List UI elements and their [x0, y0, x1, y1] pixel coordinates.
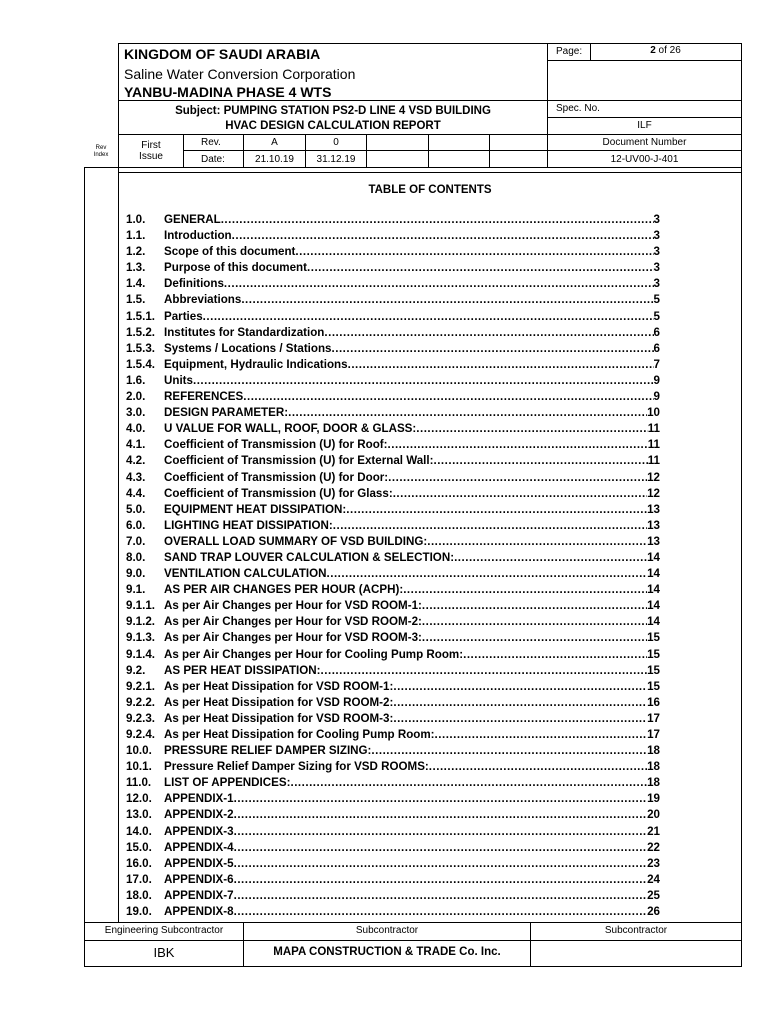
- toc-entry-leader: [234, 791, 648, 807]
- toc-entry-page: 17: [647, 711, 660, 725]
- date-a-value: 21.10.19: [255, 154, 294, 165]
- toc-entry-number: 9.1.4.: [126, 647, 156, 661]
- toc-entry[interactable]: [126, 550, 660, 566]
- toc-entry-page: 7: [653, 357, 660, 371]
- toc-entry-leader: [234, 840, 648, 856]
- toc-entry-title: Coefficient of Transmission (U) for Glass:: [164, 486, 393, 500]
- toc-entry-page: 5: [653, 293, 660, 307]
- toc-entry[interactable]: [126, 534, 660, 550]
- toc-entry-title: Coefficient of Transmission (U) for Door:: [164, 470, 389, 484]
- toc-entry-page: 24: [647, 872, 660, 886]
- toc-entry-page: 22: [647, 840, 660, 854]
- toc-entry-leader: [307, 260, 654, 276]
- project-name: YANBU-MADINA PHASE 4 WTS: [124, 84, 332, 100]
- toc-entry[interactable]: [126, 743, 660, 759]
- toc-entry-page: 13: [647, 534, 660, 548]
- toc-entry[interactable]: [126, 582, 660, 598]
- toc-entry-number: 6.0.: [126, 518, 146, 532]
- toc-entry[interactable]: [126, 518, 660, 534]
- toc-entry[interactable]: [126, 405, 660, 421]
- toc-entry-page: 15: [647, 647, 660, 661]
- kingdom-title: KINGDOM OF SAUDI ARABIA: [124, 46, 321, 62]
- spec-label: Spec. No.: [556, 103, 600, 114]
- body-inner-top: [119, 172, 741, 173]
- toc-entry-leader: [224, 276, 654, 292]
- toc-entry[interactable]: [126, 791, 660, 807]
- toc-entry-number: 16.0.: [126, 856, 152, 870]
- date-0-value: 31.12.19: [316, 154, 356, 165]
- toc-entry-title: As per Air Changes per Hour for VSD ROOM-2:: [164, 615, 422, 629]
- toc-entry-leader: [393, 486, 647, 502]
- toc-entry-leader: [422, 614, 647, 630]
- toc-entry-leader: [346, 502, 647, 518]
- rev-index-label-1: Rev: [95, 145, 107, 151]
- toc-entry-number: 1.3.: [126, 261, 146, 275]
- toc-entry-leader: [234, 856, 648, 872]
- toc-entry-page: 14: [647, 615, 660, 629]
- toc-entry-number: 7.0.: [126, 534, 146, 548]
- doc-number-label: Document Number: [602, 137, 687, 148]
- toc-entry-page: 5: [653, 309, 660, 323]
- toc-entry-title: APPENDIX-1: [164, 792, 234, 806]
- toc-entry[interactable]: [126, 325, 660, 341]
- toc-entry-page: 25: [647, 888, 660, 902]
- toc-entry-page: 3: [653, 213, 660, 226]
- toc-entry[interactable]: [126, 872, 660, 888]
- toc-entry-title: DESIGN PARAMETER:: [164, 406, 289, 420]
- toc-entry-number: 12.0.: [126, 792, 152, 806]
- toc-entry-leader: [288, 405, 647, 421]
- toc-entry-title: SAND TRAP LOUVER CALCULATION & SELECTION:: [164, 550, 455, 564]
- toc-entry-number: 9.2.4.: [126, 728, 156, 741]
- toc-entry[interactable]: [126, 727, 660, 743]
- toc-entry-number: 1.2.: [126, 245, 146, 259]
- toc-entry-number: 19.0.: [126, 905, 152, 919]
- toc-entry-page: 15: [647, 679, 660, 693]
- toc-entry-number: 9.0.: [126, 567, 146, 581]
- engineering-subcontractor-label: Engineering Subcontractor: [104, 925, 224, 936]
- toc-entry-page: 18: [647, 776, 660, 790]
- toc-entry-number: 4.1.: [126, 438, 146, 452]
- toc-entry-title: REFERENCES: [164, 390, 244, 404]
- toc-entry-leader: [393, 695, 647, 711]
- toc-entry-leader: [234, 824, 648, 840]
- body-inner-left: [118, 167, 119, 922]
- toc-entry-number: 13.0.: [126, 808, 152, 822]
- toc-entry-number: 9.2.: [126, 663, 146, 677]
- toc-entry-title: APPENDIX-5: [164, 856, 234, 870]
- toc-entry[interactable]: [126, 856, 660, 872]
- toc-entry-number: 1.5.2.: [126, 325, 156, 339]
- toc-entry-leader: [221, 212, 654, 228]
- toc-entry-number: 18.0.: [126, 888, 152, 902]
- toc-entry-page: 12: [647, 470, 660, 484]
- header-divider-rev: [118, 134, 742, 135]
- toc-entry-title: APPENDIX-2: [164, 808, 234, 822]
- toc-entry-title: AS PER HEAT DISSIPATION:: [164, 663, 321, 677]
- footer-border-bottom: [84, 966, 742, 967]
- toc-entry-title: Purpose of this document: [164, 261, 307, 275]
- toc-entry-leader: [433, 453, 647, 469]
- body-border-left: [84, 167, 85, 967]
- rev-0-value: 0: [333, 137, 339, 148]
- first-issue-label-2: Issue: [139, 151, 163, 162]
- toc-entry-page: 11: [647, 422, 660, 436]
- toc-entry-page: 26: [647, 905, 660, 919]
- toc-entry-page: 13: [647, 502, 660, 516]
- subcontractor-value: MAPA CONSTRUCTION & TRADE Co. Inc.: [273, 946, 501, 958]
- page-counter: [590, 46, 741, 56]
- toc-entry-title: Units: [164, 373, 193, 387]
- toc-entry[interactable]: [126, 453, 660, 469]
- toc-entry-leader: [403, 582, 647, 598]
- toc-entry-title: APPENDIX-3: [164, 824, 234, 838]
- toc-entry-number: 1.6.: [126, 373, 146, 387]
- toc-entry[interactable]: [126, 598, 660, 614]
- toc-entry-leader: [327, 566, 648, 582]
- rev-index-label-2: Index: [93, 152, 109, 158]
- toc-entry[interactable]: [126, 502, 660, 518]
- toc-entry-title: Introduction: [164, 229, 232, 243]
- toc-entry-leader: [234, 872, 648, 888]
- toc-entry-page: 11: [647, 454, 660, 468]
- first-issue-label-1: First: [141, 140, 161, 151]
- toc-entry-title: Definitions: [164, 277, 224, 291]
- toc-entry[interactable]: [126, 228, 660, 244]
- toc-entry-number: 15.0.: [126, 840, 152, 854]
- footer-divider: [84, 940, 742, 941]
- header-divider-vertical: [547, 43, 548, 167]
- toc-entry-page: 11: [647, 438, 660, 452]
- toc-entry-page: 14: [647, 550, 660, 564]
- toc-entry-number: 9.1.: [126, 583, 146, 597]
- toc-entry-number: 17.0.: [126, 872, 152, 886]
- rev-label: Rev.: [201, 137, 221, 148]
- toc-entry-title: As per Heat Dissipation for VSD ROOM-2:: [164, 695, 394, 709]
- toc-entry-page: 3: [653, 277, 660, 291]
- toc-entry-title: VENTILATION CALCULATION: [164, 567, 327, 581]
- toc-entry-number: 4.3.: [126, 470, 146, 484]
- toc-entry[interactable]: [126, 759, 660, 775]
- toc-entry-number: 1.5.3.: [126, 341, 156, 355]
- subcontractor-label-1: Subcontractor: [355, 925, 419, 936]
- toc-entry-leader: [321, 663, 648, 679]
- spec-value: ILF: [637, 120, 652, 131]
- toc-entry-page: 9: [653, 390, 660, 404]
- toc-entry-number: 3.0.: [126, 406, 146, 420]
- toc-entry-number: 10.0.: [126, 744, 152, 758]
- rev-a-value: A: [271, 137, 278, 148]
- header-border-top: [118, 43, 742, 44]
- toc-entry-leader: [454, 550, 647, 566]
- toc-entry-page: 21: [647, 824, 660, 838]
- toc-list: [126, 212, 660, 920]
- toc-entry-page: 10: [647, 406, 660, 420]
- toc-entry-leader: [388, 437, 648, 453]
- toc-entry-title: As per Heat Dissipation for VSD ROOM-3:: [164, 711, 394, 725]
- toc-entry-page: 14: [647, 599, 660, 613]
- toc-entry-leader: [371, 743, 647, 759]
- toc-entry-leader: [348, 357, 654, 373]
- toc-entry[interactable]: [126, 292, 660, 308]
- toc-entry-leader: [234, 904, 648, 920]
- toc-entry-leader: [429, 759, 647, 775]
- doc-number-value: 12-UV00-J-401: [610, 154, 679, 165]
- subcontractor-label-2: Subcontractor: [604, 925, 668, 936]
- toc-entry-leader: [243, 389, 653, 405]
- toc-entry[interactable]: [126, 904, 660, 920]
- toc-entry-leader: [427, 534, 647, 550]
- subject-text-2: HVAC DESIGN CALCULATION REPORT: [225, 120, 441, 132]
- toc-entry-number: 4.4.: [126, 486, 146, 500]
- subject-line-1: [119, 104, 547, 119]
- toc-entry-page: 6: [653, 325, 660, 339]
- toc-entry[interactable]: [126, 663, 660, 679]
- header-border-right: [741, 43, 742, 167]
- toc-entry-page: 12: [647, 486, 660, 500]
- toc-entry-leader: [333, 518, 647, 534]
- toc-entry[interactable]: [126, 630, 660, 646]
- toc-entry-number: 1.5.4.: [126, 357, 156, 371]
- toc-entry-page: 9: [653, 373, 660, 387]
- toc-entry-leader: [232, 228, 654, 244]
- toc-entry-leader: [332, 341, 654, 357]
- toc-entry-title: As per Air Changes per Hour for Cooling Pump Room:: [164, 647, 464, 661]
- toc-entry-page: 3: [653, 245, 660, 259]
- body-border-right: [741, 167, 742, 967]
- toc-entry[interactable]: [126, 807, 660, 823]
- toc-entry[interactable]: [126, 260, 660, 276]
- toc-entry-number: 10.1.: [126, 760, 152, 774]
- toc-entry-leader: [193, 373, 654, 389]
- toc-title: TABLE OF CONTENTS: [368, 184, 492, 196]
- toc-entry-title: APPENDIX-6: [164, 872, 234, 886]
- toc-entry-title: APPENDIX-4: [164, 840, 234, 854]
- toc-entry-leader: [203, 309, 654, 325]
- toc-entry-page: 14: [647, 583, 660, 597]
- toc-entry-number: 5.0.: [126, 502, 146, 516]
- toc-entry-title: As per Air Changes per Hour for VSD ROOM-3:: [164, 631, 422, 645]
- toc-entry-number: 2.0.: [126, 390, 146, 404]
- toc-entry-page: 3: [653, 229, 660, 243]
- toc-entry-title: Systems / Locations / Stations: [164, 341, 332, 355]
- toc-entry[interactable]: [126, 212, 660, 228]
- toc-entry-leader: [290, 775, 647, 791]
- toc-entry[interactable]: [126, 357, 660, 373]
- toc-entry-title: APPENDIX-8: [164, 905, 234, 919]
- toc-entry-title: LIGHTING HEAT DISSIPATION:: [164, 518, 333, 532]
- toc-entry[interactable]: [126, 695, 660, 711]
- toc-entry[interactable]: [126, 389, 660, 405]
- toc-entry-page: 23: [647, 856, 660, 870]
- toc-entry-number: 9.2.3.: [126, 711, 156, 725]
- toc-entry-page: 15: [647, 663, 660, 677]
- toc-entry-leader: [295, 244, 653, 260]
- toc-entry-number: 4.0.: [126, 422, 146, 436]
- subject-text-1: PUMPING STATION PS2-D LINE 4 VSD BUILDING: [223, 105, 491, 117]
- toc-entry-page: 18: [647, 760, 660, 774]
- toc-entry-number: 1.5.: [126, 293, 146, 307]
- toc-entry-title: PRESSURE RELIEF DAMPER SIZING:: [164, 744, 372, 758]
- toc-entry-number: 1.4.: [126, 277, 146, 291]
- page-total: of 26: [658, 45, 681, 56]
- toc-entry-number: 9.1.2.: [126, 615, 156, 629]
- toc-entry-number: 9.2.2.: [126, 695, 156, 709]
- header-border-bottom: [84, 167, 742, 168]
- toc-entry[interactable]: [126, 775, 660, 791]
- toc-entry[interactable]: [126, 421, 660, 437]
- subject-block: [119, 104, 547, 134]
- toc-entry[interactable]: [126, 341, 660, 357]
- toc-entry-leader: [393, 711, 647, 727]
- footer-border-top: [84, 922, 742, 923]
- toc-entry-number: 9.1.1.: [126, 599, 156, 613]
- toc-entry-title: U VALUE FOR WALL, ROOF, DOOR & GLASS:: [164, 422, 417, 436]
- toc-entry[interactable]: [126, 437, 660, 453]
- toc-entry-leader: [393, 679, 647, 695]
- toc-entry-number: 1.5.1.: [126, 309, 156, 323]
- toc-entry-number: 8.0.: [126, 550, 146, 564]
- toc-entry-leader: [241, 292, 653, 308]
- toc-entry-leader: [422, 630, 647, 646]
- toc-entry-leader: [234, 888, 648, 904]
- toc-entry-number: 9.1.3.: [126, 631, 156, 645]
- engineering-subcontractor-value: IBK: [153, 945, 175, 960]
- toc-entry[interactable]: [126, 824, 660, 840]
- toc-entry-page: 14: [647, 567, 660, 581]
- subject-label: Subject:: [175, 105, 221, 117]
- header-divider-subject: [118, 100, 742, 101]
- toc-entry-page: 16: [647, 695, 660, 709]
- toc-entry-title: GENERAL: [164, 213, 221, 226]
- header-divider-spec: [547, 117, 741, 118]
- toc-entry-title: Equipment, Hydraulic Indications: [164, 357, 348, 371]
- toc-entry-page: 13: [647, 518, 660, 532]
- toc-entry-page: 17: [647, 728, 660, 741]
- toc-entry-title: LIST OF APPENDICES:: [164, 776, 291, 790]
- corporation-name: Saline Water Conversion Corporation: [124, 66, 356, 82]
- toc-entry-title: Coefficient of Transmission (U) for Roof:: [164, 438, 388, 452]
- toc-entry-leader: [463, 647, 647, 663]
- header-divider-page: [547, 60, 741, 61]
- header-divider-doc: [547, 150, 741, 151]
- toc-entry-leader: [435, 727, 648, 743]
- toc-entry-title: Scope of this document: [164, 245, 296, 259]
- toc-entry-title: EQUIPMENT HEAT DISSIPATION:: [164, 502, 347, 516]
- toc-entry-leader: [388, 470, 647, 486]
- toc-entry[interactable]: [126, 244, 660, 260]
- toc-entry-page: 3: [653, 261, 660, 275]
- toc-entry-title: Abbreviations: [164, 293, 242, 307]
- toc-entry-number: 1.0.: [126, 213, 146, 226]
- date-label: Date:: [201, 154, 225, 165]
- toc-entry-leader: [422, 598, 647, 614]
- toc-entry-number: 4.2.: [126, 454, 146, 468]
- toc-entry-title: As per Air Changes per Hour for VSD ROOM-1:: [164, 599, 422, 613]
- toc-entry[interactable]: [126, 486, 660, 502]
- toc-entry[interactable]: [126, 470, 660, 486]
- toc-entry[interactable]: [126, 647, 660, 663]
- toc-entry-leader: [234, 807, 648, 823]
- page-label: Page:: [556, 46, 583, 57]
- toc-entry-page: 15: [647, 631, 660, 645]
- toc-entry[interactable]: [126, 276, 660, 292]
- toc-entry-number: 11.0.: [126, 776, 152, 790]
- toc-entry-title: OVERALL LOAD SUMMARY OF VSD BUILDING:: [164, 534, 428, 548]
- toc-entry-title: Parties: [164, 309, 203, 323]
- toc-entry[interactable]: [126, 373, 660, 389]
- toc-entry-number: 1.1.: [126, 229, 146, 243]
- toc-entry[interactable]: [126, 711, 660, 727]
- toc-entry[interactable]: [126, 309, 660, 325]
- toc-entry-page: 20: [647, 808, 660, 822]
- toc-entry-page: 19: [647, 792, 660, 806]
- toc-entry[interactable]: [126, 840, 660, 856]
- toc-entry-leader: [416, 421, 647, 437]
- page-current: 2: [650, 45, 656, 56]
- toc-entry-number: 14.0.: [126, 824, 152, 838]
- toc-entry-title: Pressure Relief Damper Sizing for VSD ROOMS:: [164, 760, 429, 774]
- toc-entry-page: 6: [653, 341, 660, 355]
- toc-entry-title: AS PER AIR CHANGES PER HOUR (ACPH):: [164, 583, 404, 597]
- toc-entry-number: 9.2.1.: [126, 679, 156, 693]
- toc-entry[interactable]: [126, 679, 660, 695]
- rev-grid-row: [183, 150, 547, 151]
- toc-entry[interactable]: [126, 566, 660, 582]
- toc-entry[interactable]: [126, 888, 660, 904]
- toc-entry-title: As per Heat Dissipation for VSD ROOM-1:: [164, 679, 394, 693]
- toc-entry-page: 18: [647, 744, 660, 758]
- toc-entry-title: As per Heat Dissipation for Cooling Pump Room:: [164, 728, 435, 741]
- toc-entry-leader: [324, 325, 653, 341]
- toc-entry-title: APPENDIX-7: [164, 888, 234, 902]
- toc-entry[interactable]: [126, 614, 660, 630]
- toc-entry-title: Coefficient of Transmission (U) for External Wall:: [164, 454, 434, 468]
- toc-entry-title: Institutes for Standardization: [164, 325, 325, 339]
